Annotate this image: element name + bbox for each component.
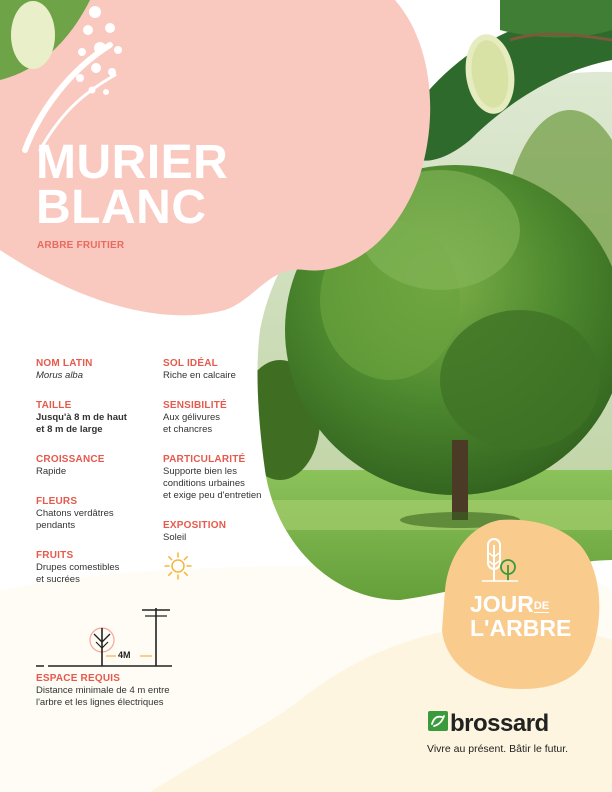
badge-de: DE: [533, 600, 550, 612]
info-soil: SOL IDÉAL Riche en calcaire: [163, 358, 236, 381]
title-line-2: BLANC: [36, 181, 207, 234]
page-title: [36, 136, 229, 234]
jour-de-larbre-badge: [470, 592, 571, 640]
subtitle: ARBRE FRUITIER: [37, 240, 125, 251]
brand-name: brossard: [450, 710, 549, 737]
info-space-required: ESPACE REQUIS Distance minimale de 4 m entre l'arbre et les lignes électriques: [36, 673, 170, 708]
brand-tagline: Vivre au présent. Bâtir le futur.: [427, 743, 569, 755]
info-size: TAILLE Jusqu'à 8 m de haut et 8 m de large: [36, 400, 127, 435]
info-fruits: FRUITS Drupes comestibles et sucrées: [36, 550, 120, 585]
title-line-1: MURIER: [36, 136, 229, 189]
sun-icon: [163, 551, 193, 581]
badge-line-1: JOUR: [470, 591, 534, 617]
utility-pole-icon: [142, 608, 170, 666]
info-growth: CROISSANCE Rapide: [36, 454, 105, 477]
info-particularity: PARTICULARITÉ Supporte bien les conditions urbaines et exige peu d'entretien: [163, 454, 262, 501]
distance-label: 4M: [118, 650, 131, 660]
space-diagram: [36, 600, 176, 670]
badge-line-2: L'ARBRE: [470, 615, 572, 641]
info-latin-name: NOM LATIN Morus alba: [36, 358, 93, 381]
tree-icon: [90, 628, 114, 666]
trees-icon: [480, 535, 520, 587]
brossard-logo-icon: [428, 711, 448, 731]
info-flowers: FLEURS Chatons verdâtres pendants: [36, 496, 114, 531]
info-exposure: EXPOSITION Soleil: [163, 520, 227, 543]
info-sensitivity: SENSIBILITÉ Aux gélivures et chancres: [163, 400, 227, 435]
